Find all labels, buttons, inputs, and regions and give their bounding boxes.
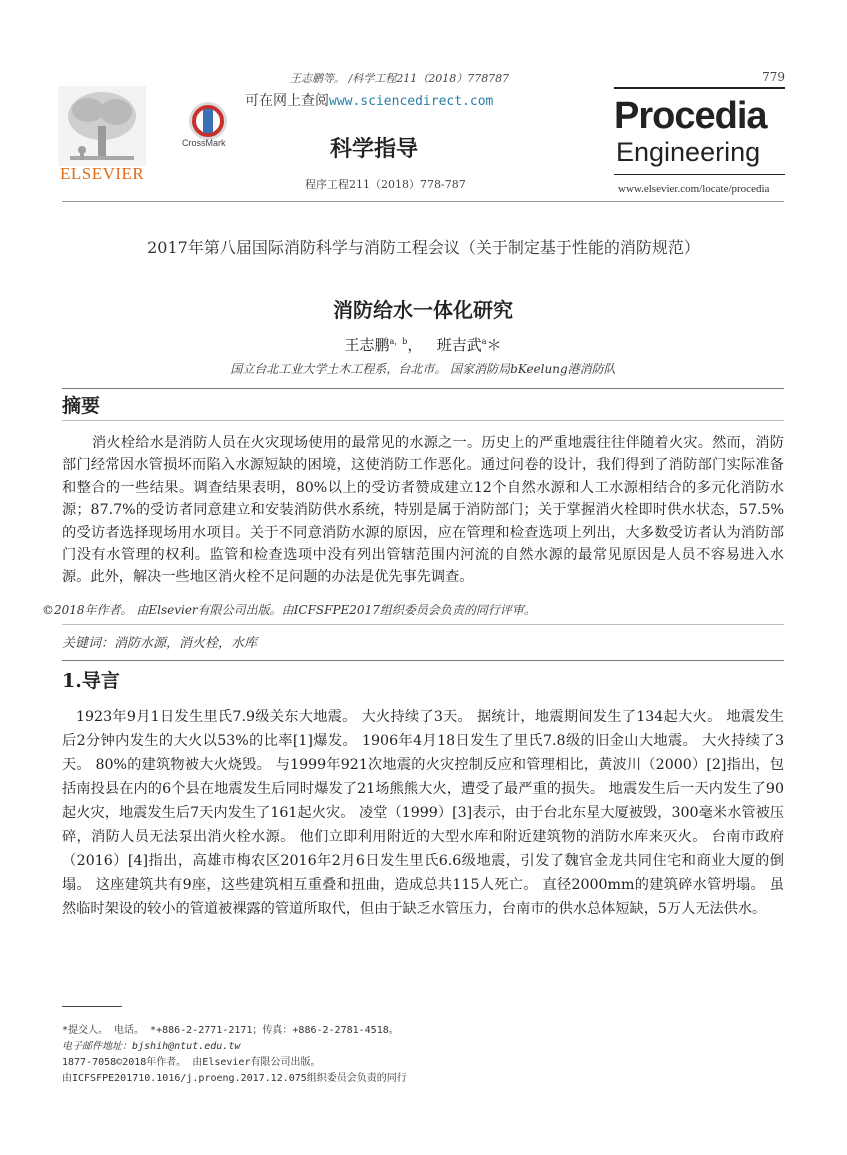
journal-rule-top xyxy=(614,87,785,89)
section-divider xyxy=(62,660,784,661)
journal-url[interactable]: www.elsevier.com/locate/procedia xyxy=(618,183,770,195)
keywords: 关键词：消防水源，消火栓，水库 xyxy=(62,636,258,651)
conference-name: 2017年第八届国际消防科学与消防工程会议（关于制定基于性能的消防规范） xyxy=(147,238,700,257)
author-affil-mark: a，b xyxy=(389,337,408,346)
journal-subtitle: 科学指导 xyxy=(330,136,419,162)
elsevier-wordmark: ELSEVIER xyxy=(60,164,145,183)
crossmark-label: CrossMark xyxy=(182,138,226,148)
footnote-email: 电子邮件地址：bjshih@ntut.edu.tw xyxy=(62,1041,241,1052)
author-separator: ， xyxy=(407,336,423,354)
running-head: 王志鹏等。 /科学工程211（2018）778787 xyxy=(290,72,510,85)
journal-rule-bottom xyxy=(614,174,785,175)
availability-prefix: 可在网上查阅 xyxy=(245,93,329,109)
affiliation: 国立台北工业大学土木工程系，台北市。 国家消防局bKeelung港消防队 xyxy=(230,362,616,376)
abstract-subdivider xyxy=(62,420,784,421)
abstract-divider xyxy=(62,388,784,389)
availability-line xyxy=(245,90,493,110)
section-body: 1923年9月1日发生里氏7.9级关东大地震。 大火持续了3天。 据统计，地震期间发生了134起大火。 地震发生后2分钟内发生的大火以53%的比率[1]爆发。 1906年4月18日发生了里氏7.8级的旧金山大地震。 大火持续了3天。 80%的建筑物被大火烧毁。 与1999年921次地震的火灾控制反应和管理相比，黄波川（2000）[2]指出，包括南投县在内的6个县在地震发生后同时爆发了21场熊熊大火，遭受了最严重的损失。 地震发生后一天内发生了90起火灾，地震发生后7天内发生了161起火灾。 凌堂（1999）[3]表示，由于台北东星大厦被毁，300毫米水管被压碎，消防人员无法泵出消火栓水源。 他们立即利用附近的大型水库和附近建筑物的消防水库来灭火。 台南市政府（2016）[4]指出，高雄市梅农区2016年2月6日发生里氏6.6级地震，引发了魏官金龙共同住宅和商业大厦的倒塌。 这座建筑共有9座，这些建筑相互重叠和扭曲，造成总共115人死亡。 直径2000mm的建筑碎水管坍塌。 虽然临时架设的较小的管道被裸露的管道所取代，但由于缺乏水管压力，台南市的供水总体短缺，5万人无法供水。 xyxy=(62,709,784,917)
abstract-heading: 摘要 xyxy=(62,395,101,417)
corresponding-mark: ＊ xyxy=(486,336,502,354)
author-name: 班吉武 xyxy=(436,336,482,354)
header-divider xyxy=(62,201,784,202)
article-title: 消防给水一体化研究 xyxy=(333,298,513,322)
keywords-divider xyxy=(62,624,784,625)
author-line xyxy=(62,334,784,355)
citation: 程序工程211（2018）778-787 xyxy=(305,178,466,191)
copyright-line: ©2018年作者。 由Elsevier有限公司出版。由ICFSFPE2017组织委员会负责的同行评审。 xyxy=(42,603,536,617)
sciencedirect-link[interactable]: www.sciencedirect.com xyxy=(329,94,494,109)
abstract-text: 消火栓给水是消防人员在火灾现场使用的最常见的水源之一。历史上的严重地震往往伴随着火灾。然而，消防部门经常因水管损坏而陷入水源短缺的困境，这使消防工作恶化。通过问卷的设计，我们得到了消防部门实际准备和整合的一些结果。调查结果表明，80%以上的受访者赞成建立12个自然水源和人工水源相结合的多元化消防水源；87.7%的受访者同意建立和安装消防供水系统，特别是属于消防部门；关于掌握消火栓即时供水状态，57.5%的受访者选择现场用水项目。关于不同意消防水源的原因，应在管理和检查选项上列出，大多数受访者认为消防部门没有水管理的权利。监管和检查选项中没有列出管辖范围内河流的自然水源的最常见原因是人员不容易进入水源。此外，解决一些地区消火栓不足问题的办法是优先事先调查。 xyxy=(62,435,784,586)
author-name: 王志鹏 xyxy=(344,336,390,354)
author-affil-mark: a xyxy=(481,337,487,346)
footnote-issn: 1877-7058©2018年作者。 由Elsevier有限公司出版。 xyxy=(62,1057,321,1068)
page-number: 779 xyxy=(762,70,785,84)
journal-name-procedia: Procedia xyxy=(614,95,767,137)
journal-name-engineering: Engineering xyxy=(616,137,761,167)
footnote-review: 由ICFSFPE201710.1016/j.proeng.2017.12.075组织委员会负责的同行 xyxy=(62,1073,407,1084)
section-heading: 1.导言 xyxy=(62,670,120,692)
footnote-rule xyxy=(62,1006,122,1007)
footnote-corresponding: *提交人。 电话。 *+886-2-2771-2171；传真：+886-2-2781-4518。 xyxy=(62,1025,399,1036)
